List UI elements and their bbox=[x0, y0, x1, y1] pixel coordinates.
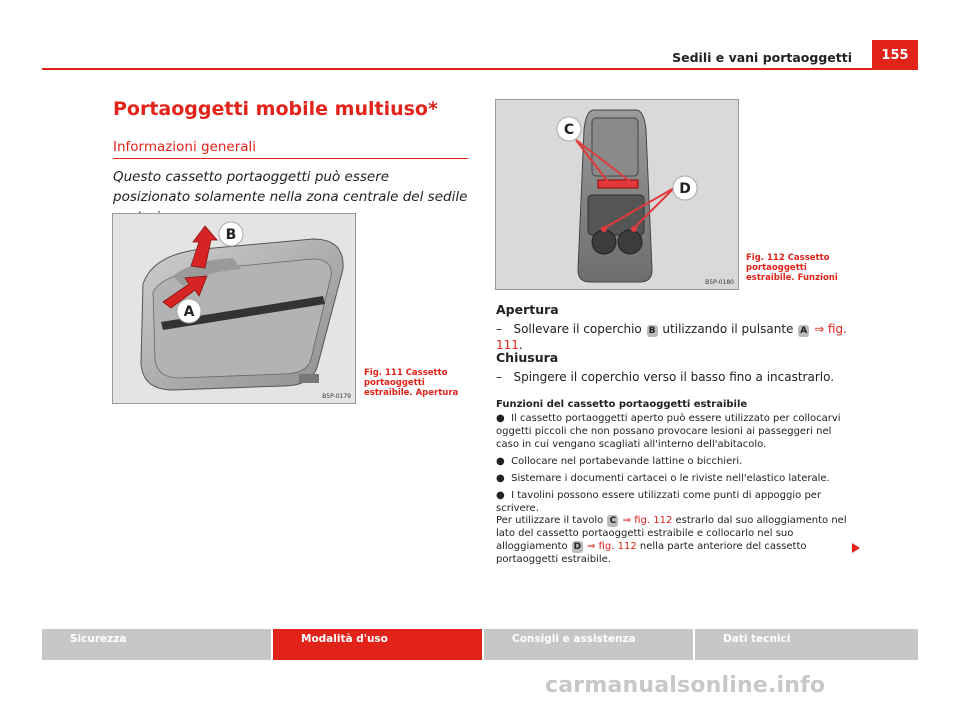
fig-112-link[interactable]: ⇒ fig. 112 bbox=[587, 541, 637, 552]
tab-label: Dati tecnici bbox=[723, 633, 791, 645]
badge-b: B bbox=[647, 325, 658, 337]
footer-tab-modalita[interactable] bbox=[273, 629, 482, 660]
fig-111-link[interactable]: ⇒ fig. 111 bbox=[496, 322, 847, 352]
figure-111 bbox=[112, 213, 356, 404]
list-item: ● I tavolini possono essere utilizzati come punti di appoggio per scrivere. bbox=[496, 490, 822, 514]
armrest-opening-illustration bbox=[113, 214, 355, 403]
figure-112 bbox=[495, 99, 739, 290]
para-text: estrarlo dal suo alloggiamento nel lato del cassetto portaoggetti estraibile e collocarlo nel suo alloggiamento bbox=[496, 515, 847, 552]
list-item: ● Sistemare i documenti cartacei o le riviste nell'elastico laterale. bbox=[496, 473, 830, 484]
figure-label-b: B bbox=[225, 227, 237, 243]
dash: – bbox=[496, 370, 502, 384]
fig-112-link[interactable]: ⇒ fig. 112 bbox=[622, 515, 673, 526]
footer-tab-consigli[interactable] bbox=[484, 629, 693, 660]
apertura-text-middle: utilizzando il pulsante bbox=[662, 322, 794, 336]
badge-c: C bbox=[607, 515, 618, 527]
continue-arrow-icon bbox=[852, 543, 860, 553]
bullet-text: Sistemare i documenti cartacei o le riviste nell'elastico laterale. bbox=[511, 473, 830, 484]
subtitle-rule bbox=[113, 158, 468, 159]
funzioni-heading: Funzioni del cassetto portaoggetti estraibile bbox=[496, 399, 748, 410]
section-title: Portaoggetti mobile multiuso* bbox=[113, 98, 438, 120]
apertura-end: . bbox=[518, 338, 523, 352]
bullet-text: Collocare nel portabevande lattine o bicchieri. bbox=[511, 456, 743, 467]
chiusura-heading: Chiusura bbox=[496, 350, 559, 365]
chiusura-text: Spingere il coperchio verso il basso fino a incastrarlo. bbox=[513, 370, 835, 384]
page-number: 155 bbox=[872, 40, 918, 70]
para-text: nella parte anteriore del cassetto portaoggetti estraibile. bbox=[496, 541, 807, 565]
apertura-text-before: Sollevare il coperchio bbox=[513, 322, 642, 336]
apertura-step bbox=[496, 321, 866, 353]
tab-label: Modalità d'uso bbox=[301, 633, 388, 645]
figure-112-caption: Fig. 112 Cassetto portaoggetti estraibile. Funzioni bbox=[746, 253, 838, 283]
figure-code: B5P-0179 bbox=[322, 393, 351, 400]
bullet-text: I tavolini possono essere utilizzati come punti di appoggio per scrivere. bbox=[496, 490, 822, 514]
list-item: ● Il cassetto portaoggetti aperto può essere utilizzato per collocarvi oggetti piccoli che non possano provocare lesioni ai passeggeri nel caso in cui vengano scagliati all'interno dell'abitacolo. bbox=[496, 413, 841, 450]
dash: – bbox=[496, 322, 502, 336]
tab-label: Sicurezza bbox=[70, 633, 127, 645]
bullet-text: Il cassetto portaoggetti aperto può essere utilizzato per collocarvi oggetti piccoli che non possano provocare lesioni ai passeggeri nel caso in cui vengano scagliati all'interno dell'abitacolo. bbox=[496, 413, 841, 450]
section-subtitle: Informazioni generali bbox=[113, 139, 257, 155]
chiusura-step bbox=[496, 369, 866, 385]
figure-code: B5P-0180 bbox=[705, 279, 734, 286]
footer-tab-dati[interactable] bbox=[695, 629, 918, 660]
tavolo-paragraph bbox=[496, 514, 856, 566]
footer-tab-sicurezza[interactable] bbox=[42, 629, 271, 660]
list-item: ● Collocare nel portabevande lattine o bicchieri. bbox=[496, 456, 743, 467]
badge-a: A bbox=[798, 325, 809, 337]
figure-label-d: D bbox=[679, 181, 691, 197]
figure-label-a: A bbox=[183, 304, 195, 320]
running-header: Sedili e vani portaoggetti bbox=[672, 50, 852, 65]
para-text: Per utilizzare il tavolo bbox=[496, 515, 604, 526]
intro-text: Questo cassetto portaoggetti può essere posizionato solamente nella zona centrale del sedile bbox=[113, 169, 468, 205]
figure-111-caption: Fig. 111 Cassetto portaoggetti estraibile. Apertura bbox=[364, 368, 459, 398]
funzioni-bullet-list bbox=[496, 412, 856, 519]
apertura-heading: Apertura bbox=[496, 302, 559, 317]
tab-label: Consigli e assistenza bbox=[512, 633, 636, 645]
figure-label-c: C bbox=[563, 122, 575, 138]
header-rule bbox=[42, 68, 918, 70]
armrest-functions-illustration bbox=[496, 100, 738, 289]
watermark: carmanualsonline.info bbox=[545, 673, 826, 698]
badge-d: D bbox=[573, 542, 582, 552]
